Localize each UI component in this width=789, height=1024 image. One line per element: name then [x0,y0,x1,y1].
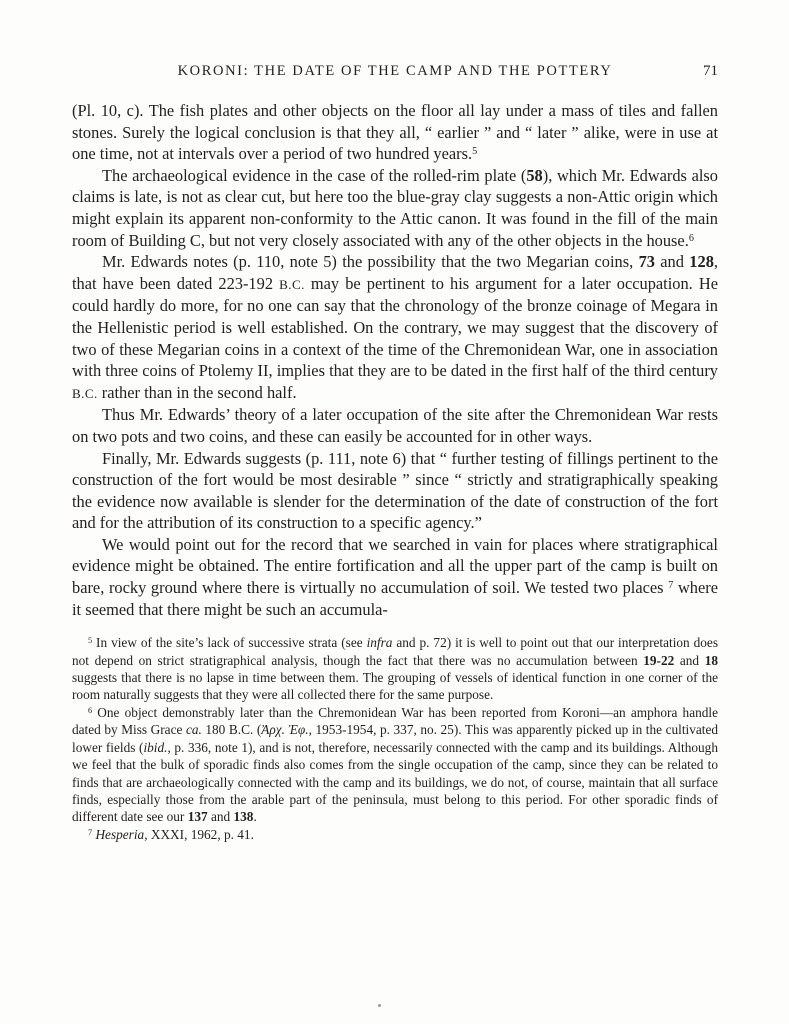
paragraph: Finally, Mr. Edwards suggests (p. 111, note 6) that “ further testing of fillings pertinent to the construction of the fort would be most desirable ” since “ strictly and stratigraphically speaking the evidence now available is slender for the determination of the date of construction of the fort and for the attribution of its construction to a specific agency.” [72,448,718,533]
paragraph: The archaeological evidence in the case of the rolled-rim plate (58), which Mr. Edwards also claims is late, is not as clear cut, but here too the blue-gray clay suggests a non-Attic origin which might explain its apparent non-conformity to the Attic canon. It was found in the fill of the main room of Building C, but not very closely associated with any of the other objects in the house.$^6$ [72,165,719,250]
running-header-title: KORONI: THE DATE OF THE CAMP AND THE POTTERY [177,63,613,79]
scan-speck [378,1004,381,1007]
paragraph: Thus Mr. Edwards’ theory of a later occupation of the site after the Chremonidean War rests on two pots and two coins, and these can easily be accounted for in other ways. [72,405,718,446]
footnote: $^5$ In view of the site’s lack of successive strata (see infra and p. 72) it is well to point out that our interpretation does not depend on strict stratigraphical analysis, though the fact that there was no accumulation between 19-22 and 18 suggests that there is no lapse in time between them. The grouping of vessels of identical function in one corner of the room naturally suggests that they were all collected there for the same purpose. [72,635,718,703]
footnote: $^7$ Hesperia, XXXI, 1962, p. 41. [88,826,254,842]
paragraph: Mr. Edwards notes (p. 110, note 5) the possibility that the two Megarian coins, 73 and 128, that have been dated 223-192 B.C. may be pertinent to his argument for a later occupation. He could hardly do more, for no one can say that the chronology of the bronze coinage of Megara in the Hellenistic period is well established. On the contrary, we may suggest that the discovery of two of these Megarian coins in a context of the time of the Chremonidean War, one in association with three coins of Ptolemy II, implies that they are to be dated in the first half of the third century B.C. rather than in the second half. [72,252,718,402]
paragraph: We would point out for the record that we searched in vain for places where stratigraphical evidence might be obtained. The entire fortification and all the upper part of the camp is built on bare, rocky ground where there is virtually no accumulation of soil. We tested two places $^7$ where it seemed that there might be such an accumula- [72,534,718,619]
page-number: 71 [703,63,718,79]
body-text [72,100,718,620]
footnotes [72,634,718,843]
paragraph: (Pl. 10, c). The fish plates and other objects on the floor all lay under a mass of tiles and fallen stones. Surely the logical conclusion is that they all, “ earlier ” and “ later ” alike, were in use at one time, not at intervals over a period of two hundred years.$^5$ [72,101,718,164]
footnote: $^6$ One object demonstrably later than the Chremonidean War has been reported from Koroni—an amphora handle dated by Miss Grace ca. 180 B.C. (Ἀρχ. Ἐφ., 1953-1954, p. 337, no. 25). This was apparently picked up in the cultivated lower fields (ibid., p. 336, note 1), and is not, therefore, necessarily connected with the camp and its buildings. Although we feel that the bulk of sporadic finds also comes from the single occupation of the camp, since they can be related to finds that are archaeologically connected with the camp and its buildings, we do not, of course, maintain that all surface finds, especially those from the arable part of the peninsula, must belong to this period. For other sporadic finds of different date see our 137 and 138. [72,704,719,825]
page-header [72,63,718,83]
